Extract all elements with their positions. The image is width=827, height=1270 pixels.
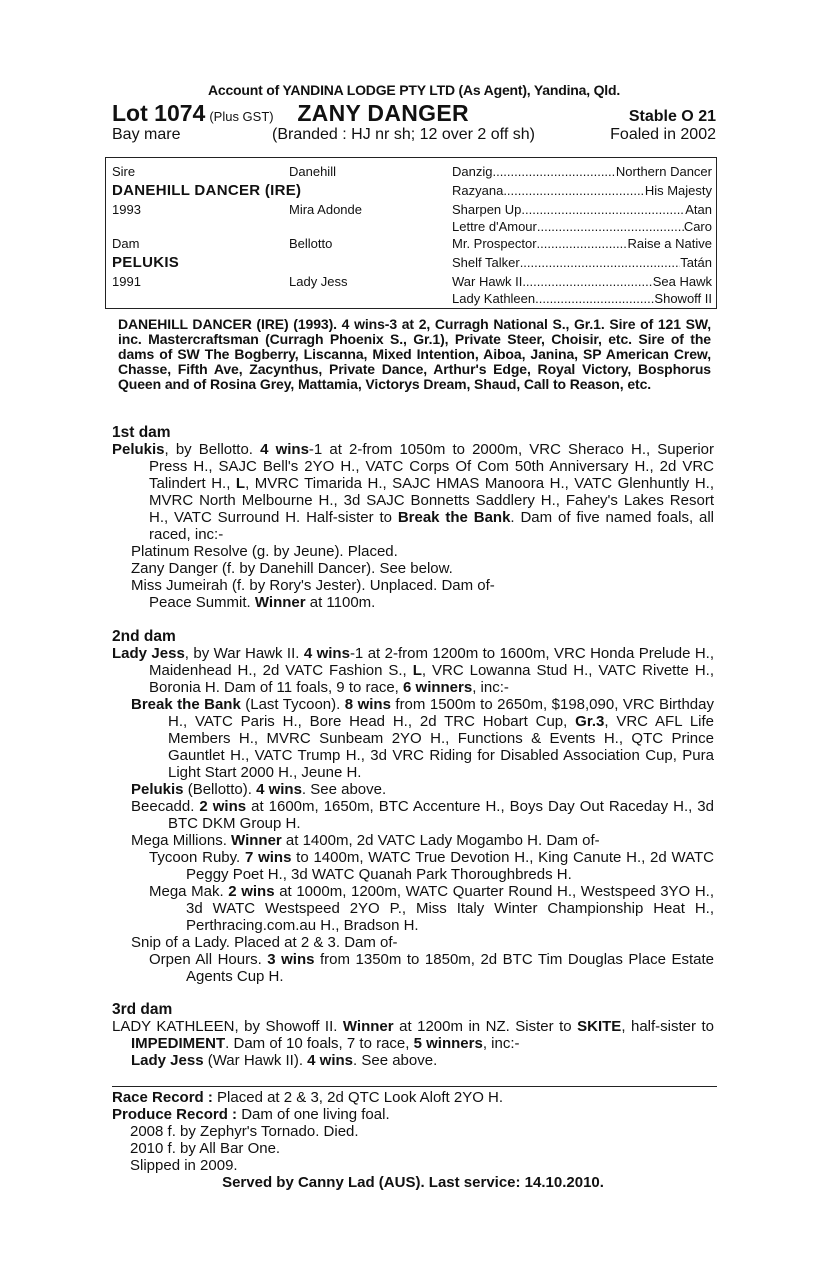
foal-entry: Platinum Resolve (g. by Jeune). Placed. [131,543,398,560]
dam-sire: Bellotto [289,236,333,251]
dam-year: 1991 [112,274,141,289]
lot-line [112,100,716,126]
third-dam-heading: 3rd dam [112,1001,173,1018]
foal-entry: Snip of a Lady. Placed at 2 & 3. Dam of- [131,934,398,951]
sire-sire: Danehill [289,164,336,179]
foal-entry: Zany Danger (f. by Danehill Dancer). See below. [131,560,453,577]
dam-dam: Lady Jess [289,274,348,289]
first-dam-section [112,424,714,611]
produce-item: Slipped in 2009. [130,1157,238,1174]
foaled: Foaled in 2002 [610,126,716,143]
catalogue-header [112,82,716,148]
first-dam-entry: Pelukis, by Bellotto. 4 wins-1 at 2-from 1050m to 2000m, VRC Sheraco H., Superior Press H., SAJC Bell's 2YO H., VATC Corps Of Com 50th Anniversary H., 2d VRC Talindert H., L, MVRC Timarida H., SAJC HMAS Manoora H., VATC Glenhuntly H., MVRC North Melbourne H., 3d SAJC Bonnetts Saddlery H., Fahey's Lakes Resort H., VATC Surround H. Half-sister to Break the Bank. Dam of five named foals, all raced, inc:- [112,441,714,543]
gg-entry: Razyana ..... His Majesty [452,181,712,200]
sex-colour: Bay mare [112,126,181,143]
dam-label: Dam [112,236,140,251]
produce-record: Produce Record : Dam of one living foal. [112,1106,390,1123]
third-dam-section [112,1001,714,1069]
records-section [112,1089,714,1191]
gg-entry: Mr. Prospector ..... Raise a Native [452,234,712,253]
foal-entry: Pelukis (Bellotto). 4 wins. See above. [131,781,387,798]
second-dam-heading: 2nd dam [112,628,176,645]
gg-entry: Shelf Talker ..... Tatán [452,253,712,272]
dam-name: PELUKIS [112,254,180,271]
produce-item: 2010 f. by All Bar One. [130,1140,281,1157]
grandfoal-entry: Mega Mak. 2 wins at 1000m, 1200m, WATC Quarter Round H., Westspeed 3YO H., 3d WATC Westspeed 2YO P., Miss Italy Winter Championship Heat H., Perthracing.com.au H., Bradson H. [149,883,714,934]
ped-row [106,289,716,308]
gg-entry: Lady Kathleen ..... Showoff II [452,289,712,308]
gg-entry: War Hawk II ..... Sea Hawk [452,272,712,291]
foal-entry: Miss Jumeirah (f. by Rory's Jester). Unplaced. Dam of- [131,577,495,594]
sire-label: Sire [112,164,136,179]
sire-dam: Mira Adonde [289,202,362,217]
foal-entry: Lady Jess (War Hawk II). 4 wins. See above. [131,1052,438,1069]
sire-summary: DANEHILL DANCER (IRE) (1993). 4 wins-3 at 2, Curragh National S., Gr.1. Sire of 121 SW, inc. Mastercraftsman (Curragh Phoenix S., Gr.1), Private Steer, Choisir, etc. Sire of the dams of SW The Bogberry, Liscanna, Mixed Intention, Aiboa, Janina, SP American Crew, Chasse, Fifth Ave, Zacynthus, Private Dance, Arthur's Edge, Royal Victory, Bosphorus Queen and of Rosina Grey, Mattamia, Victorys Dream, Shaud, Call to Reason, etc. [118,316,711,392]
grandfoal-entry: Orpen All Hours. 3 wins from 1350m to 1850m, 2d BTC Tim Douglas Place Estate Agents Cup H. [149,951,714,985]
sire-year: 1993 [112,202,141,217]
grandfoal-entry: Tycoon Ruby. 7 wins to 1400m, WATC True Devotion H., King Canute H., 2d WATC Peggy Poet H., 3d WATC Quanah Park Thoroughbreds H. [149,849,714,883]
second-dam-entry: Lady Jess, by War Hawk II. 4 wins-1 at 2-from 1200m to 1600m, VRC Honda Prelude H., Maidenhead H., 2d VATC Fashion S., L, VRC Lowanna Stud H., VATC Rivette H., Boronia H. Dam of 11 foals, 9 to race, 6 winners, inc:- [112,645,714,696]
sire-name: DANEHILL DANCER (IRE) [112,182,302,199]
pedigree-table [105,157,717,309]
divider [112,1086,717,1087]
plus-gst: (Plus GST) [209,109,274,124]
consignor: Account of YANDINA LODGE PTY LTD (As Agent), Yandina, Qld. [207,82,621,98]
served-by: Served by Canny Lad (AUS). Last service: 14.10.2010. [222,1174,604,1191]
third-dam-entry: LADY KATHLEEN, by Showoff II. Winner at 1200m in NZ. Sister to SKITE, half-sister to IMPEDIMENT. Dam of 10 foals, 7 to race, 5 winners, inc:- [112,1018,714,1052]
horse-name: ZANY DANGER [297,100,469,126]
produce-item: 2008 f. by Zephyr's Tornado. Died. [130,1123,359,1140]
foal-entry: Mega Millions. Winner at 1400m, 2d VATC Lady Mogambo H. Dam of- [131,832,600,849]
sub-line [112,126,716,148]
ped-row [106,181,716,200]
foal-entry: Break the Bank (Last Tycoon). 8 wins from 1500m to 2650m, $198,090, VRC Birthday H., VATC Paris H., Bore Head H., 2d TRC Hobart Cup, Gr.3, VRC AFL Life Members H., MVRC Sunbeam 2YO H., Functions & Events H., QTC Prince Gauntlet H., VATC Trump H., 3d VRC Riding for Disabled Association Cup, Pura Light Start 2000 H., Jeune H. [131,696,714,781]
stable: Stable O 21 [628,108,716,125]
ped-row [106,234,716,253]
gg-entry: Danzig ..... Northern Dancer [452,162,712,181]
ped-row [106,253,716,272]
ped-row [106,162,716,181]
foal-entry: Beecadd. 2 wins at 1600m, 1650m, BTC Accenture H., Boys Day Out Raceday H., 3d BTC DKM Group H. [131,798,714,832]
gg-entry: Sharpen Up ..... Atan [452,200,712,219]
first-dam-heading: 1st dam [112,424,171,441]
brand: (Branded : HJ nr sh; 12 over 2 off sh) [272,126,535,143]
grandfoal-entry: Peace Summit. Winner at 1100m. [149,594,376,611]
race-record: Race Record : Placed at 2 & 3, 2d QTC Look Aloft 2YO H. [112,1089,504,1106]
gg-entry: Lettre d'Amour ..... Caro [452,217,712,236]
lot-number: Lot 1074 [112,100,206,126]
second-dam-section [112,628,714,985]
